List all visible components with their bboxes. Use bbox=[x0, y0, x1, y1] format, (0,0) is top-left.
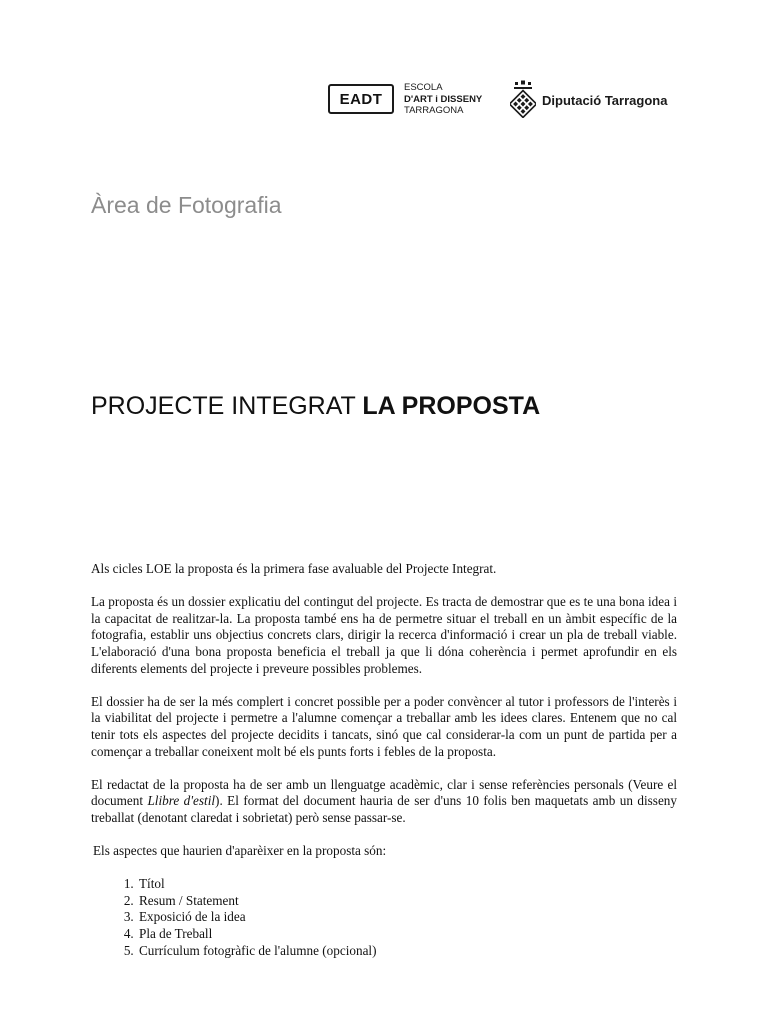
eadt-line-2: D'ART i DISSENY bbox=[404, 93, 483, 105]
paragraph-2: La proposta és un dossier explicatiu del contingut del projecte. Es tracta de demostrar que es te una bona idea i la capacitat de realitzar-la. La proposta també ens ha de permetre situar el treball en un àmbit específic de la fotografia, establir uns objectius concrets clars, dirigir la recerca d'informació i crear un pla de treball viable. L'elaboració d'una bona proposta beneficia el treball ja que li dóna coherència i permet aprofundir en els diferents elements del projecte i preveure possibles problemes. bbox=[91, 594, 677, 676]
paragraph-3: El dossier ha de ser la més complert i concret possible per a poder convèncer al tutor i professors de l'interès i la viabilitat del projecte i permetre a l'alumne començar a treballar amb les idees clares. Entenem que no cal tenir tots els aspectes del projecte decidits i tancats, sinó que cal considerar-la com un punt de partida per a començar a treballar coneixent molt bé els punts forts i febles de la proposta. bbox=[91, 693, 677, 759]
style-guide-reference: Llibre d'estil bbox=[147, 793, 216, 809]
diputacio-emblem-icon bbox=[510, 80, 536, 118]
title-regular: PROJECTE INTEGRAT bbox=[91, 392, 356, 420]
eadt-line-3: TARRAGONA bbox=[404, 105, 464, 116]
document-title bbox=[91, 392, 540, 421]
list-item: 4. Pla de Treball bbox=[137, 926, 677, 943]
area-heading: Àrea de Fotografia bbox=[91, 192, 282, 218]
diputacio-logo: Diputació Tarragona bbox=[542, 93, 668, 108]
eadt-logo: EADT bbox=[328, 84, 394, 114]
paragraph-1: Als cicles LOE la proposta és la primera fase avaluable del Projecte Integrat. bbox=[91, 561, 497, 576]
paragraph-4-after: ). El format del document hauria de ser d'uns 10 folis ben maquetats amb un disseny treballat (denotant claredat i sobrietat) però sense passar-se. bbox=[91, 793, 677, 825]
document-body bbox=[91, 561, 677, 959]
list-item: 1. Títol bbox=[137, 876, 677, 893]
eadt-school-name bbox=[404, 82, 482, 117]
title-bold: LA PROPOSTA bbox=[362, 392, 541, 420]
paragraph-4-before: El redactat de la proposta ha de ser amb un llenguatge acadèmic, clar i sense referències personals (Veure el document bbox=[91, 776, 677, 809]
aspects-list bbox=[91, 876, 677, 959]
header-logos bbox=[328, 80, 668, 120]
list-intro: Els aspectes que haurien d'aparèixer en la proposta són: bbox=[93, 843, 387, 859]
eadt-line-1: ESCOLA bbox=[404, 82, 443, 93]
paragraph-4 bbox=[91, 777, 677, 827]
list-item: 3. Exposició de la idea bbox=[137, 909, 677, 926]
list-item: 5. Currículum fotogràfic de l'alumne (opcional) bbox=[137, 943, 677, 960]
list-item: 2. Resum / Statement bbox=[137, 893, 677, 910]
